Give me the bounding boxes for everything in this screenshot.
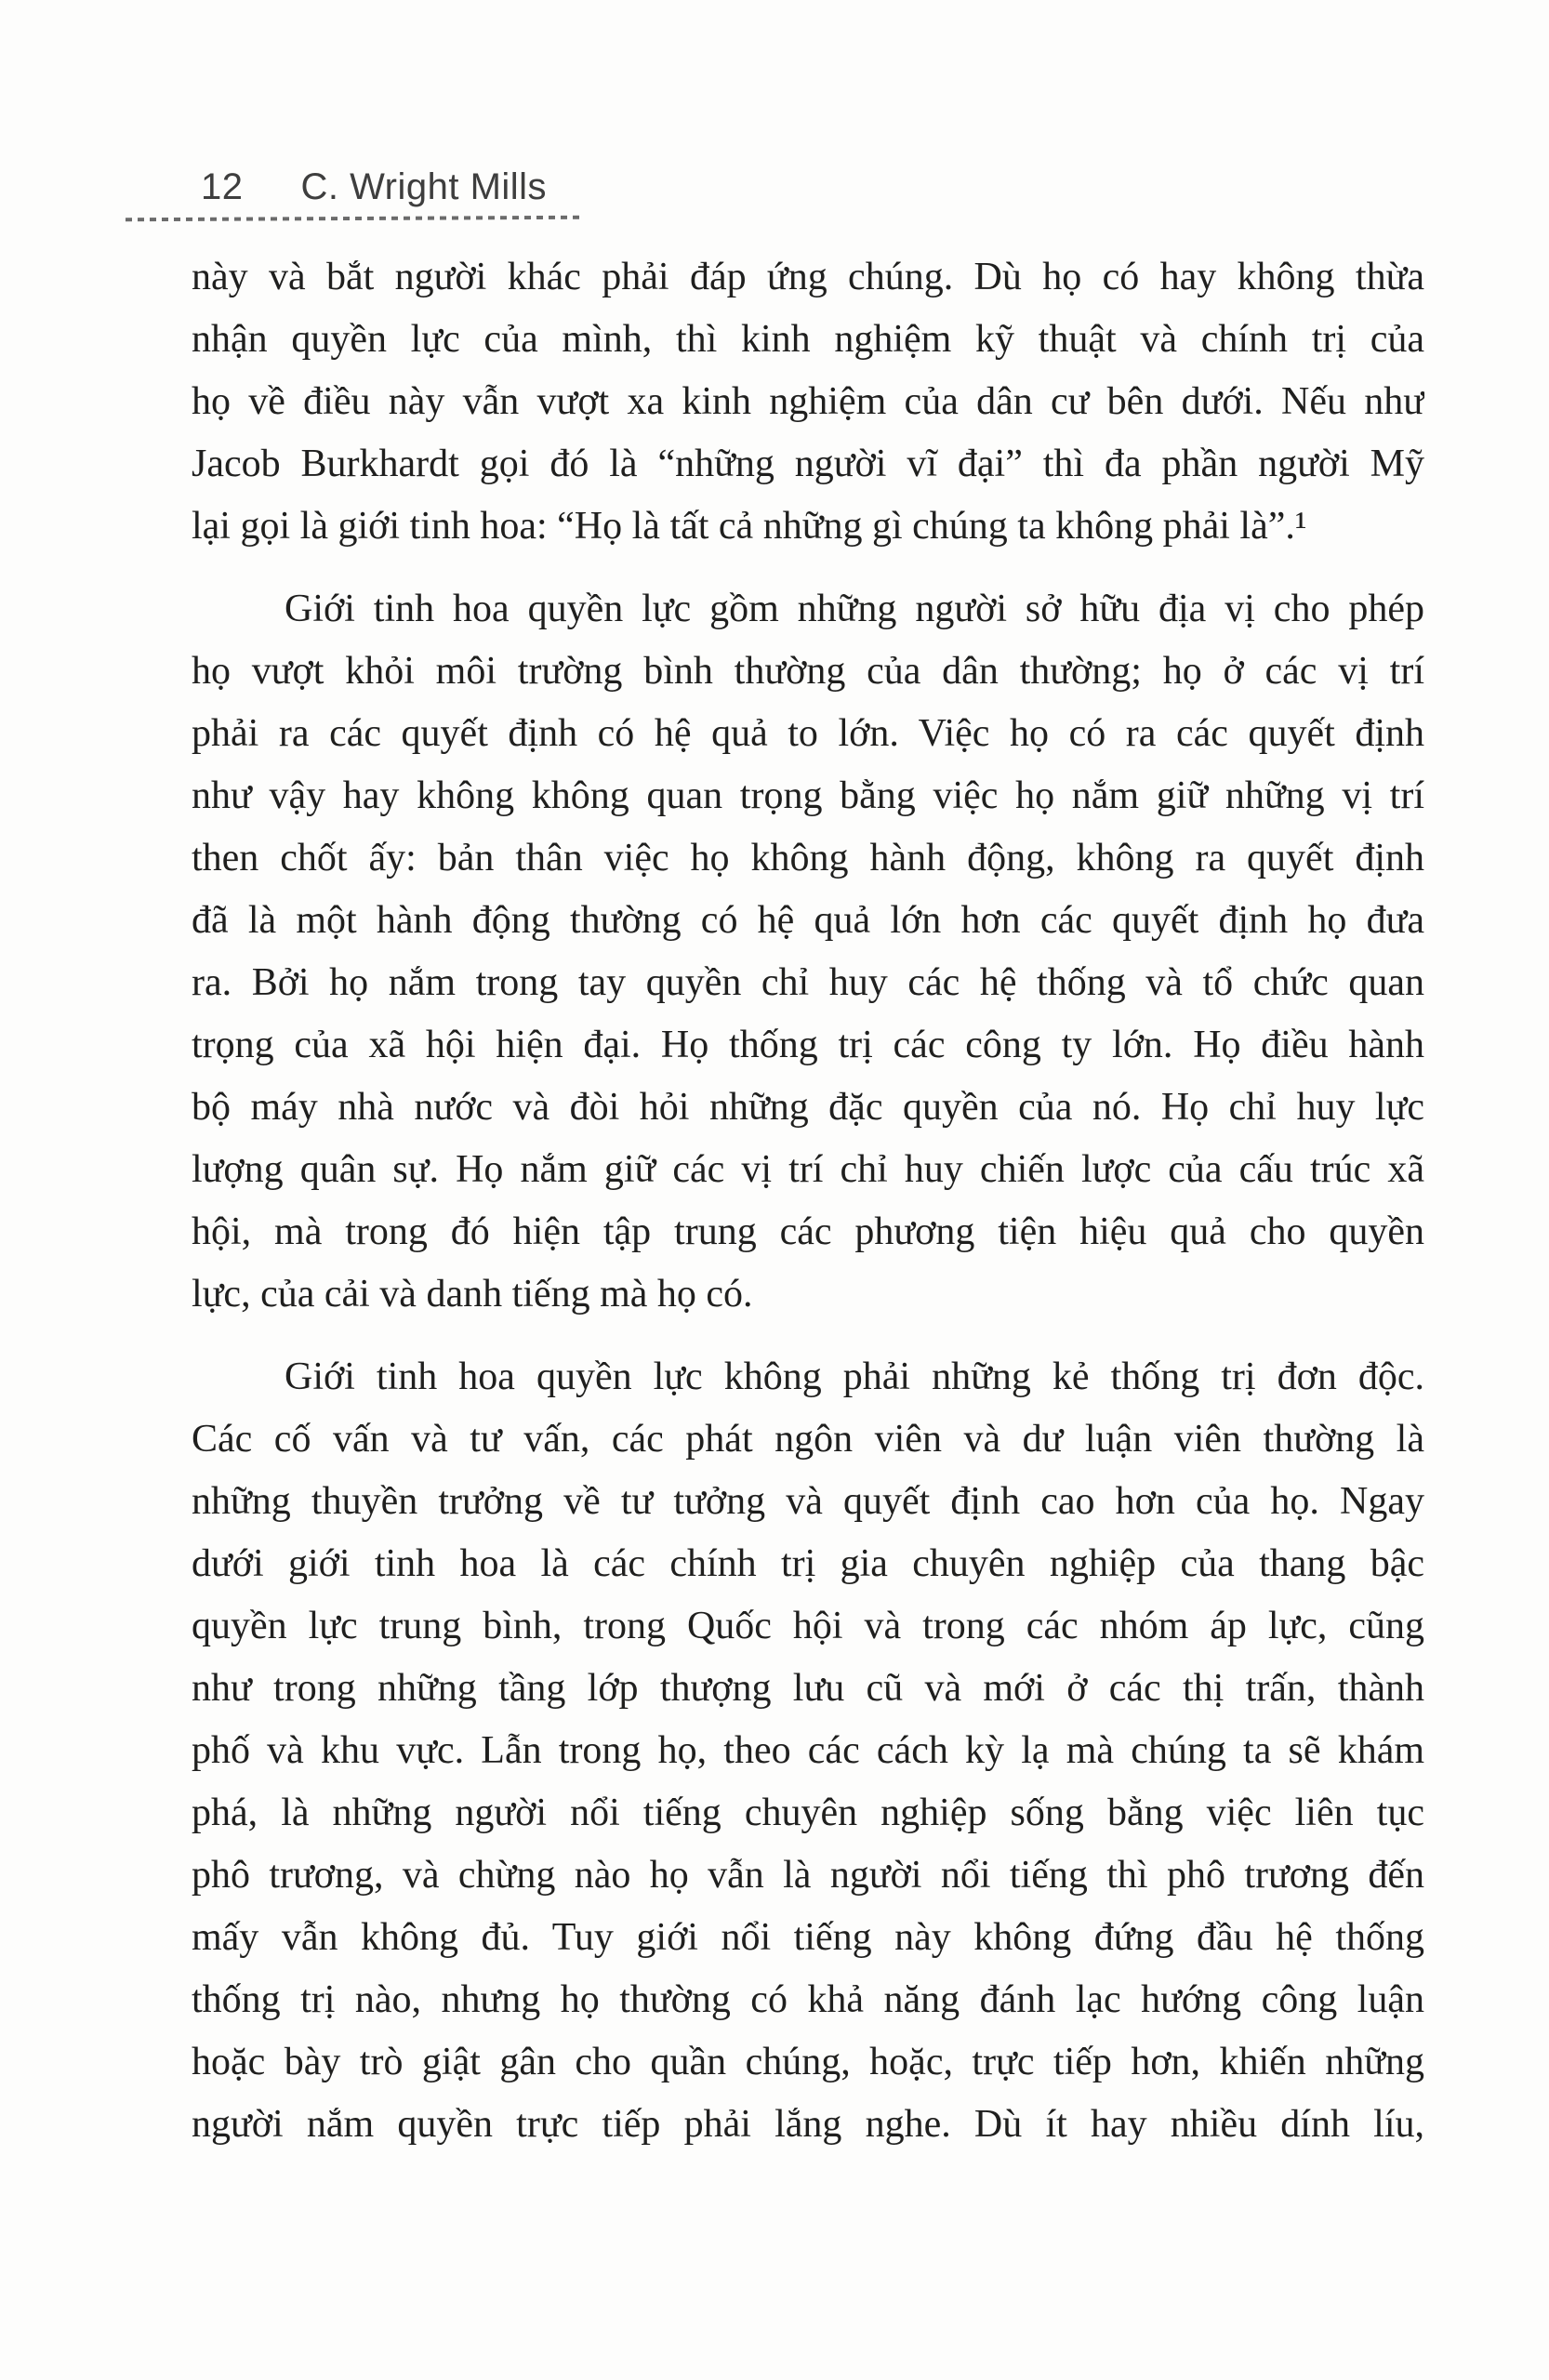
text-line: dưới giới tinh hoa là các chính trị gia chuyên nghiệp của thang bậc [192,1542,1424,1585]
text-line: họ vượt khỏi môi trường bình thường của dân thường; họ ở các vị trí [192,650,1424,693]
running-title: C. Wright Mills [300,166,548,207]
paragraph [192,246,1424,558]
paragraph [192,1346,1424,2156]
text-line: ra. Bởi họ nắm trong tay quyền chỉ huy các hệ thống và tổ chức quan [192,961,1424,1004]
text-line: hoặc bày trò giật gân cho quần chúng, hoặc, trực tiếp hơn, khiến những [192,2041,1424,2083]
text-line: này và bắt người khác phải đáp ứng chúng. Dù họ có hay không thừa [192,256,1424,298]
text-line: hội, mà trong đó hiện tập trung các phương tiện hiệu quả cho quyền [192,1210,1424,1253]
text-line: Jacob Burkhardt gọi đó là “những người vĩ đại” thì đa phần người Mỹ [192,443,1424,485]
text-body [192,246,1424,2156]
text-line: phố và khu vực. Lẫn trong họ, theo các cách kỳ lạ mà chúng ta sẽ khám [192,1729,1424,1772]
text-line: phô trương, và chừng nào họ vẫn là người nổi tiếng thì phô trương đến [192,1854,1424,1897]
text-line: phải ra các quyết định có hệ quả to lớn. Việc họ có ra các quyết định [192,712,1424,755]
page-number: 12 [201,166,244,207]
text-line: nhận quyền lực của mình, thì kinh nghiệm kỹ thuật và chính trị của [192,318,1424,361]
text-line: như trong những tầng lớp thượng lưu cũ và mới ở các thị trấn, thành [192,1667,1424,1710]
text-line: quyền lực trung bình, trong Quốc hội và trong các nhóm áp lực, cũng [192,1605,1424,1647]
text-line: người nắm quyền trực tiếp phải lắng nghe. Dù ít hay nhiều dính líu, [192,2103,1424,2146]
text-line: họ về điều này vẫn vượt xa kinh nghiệm của dân cư bên dưới. Nếu như [192,380,1424,423]
text-line: Các cố vấn và tư vấn, các phát ngôn viên và dư luận viên thường là [192,1418,1424,1461]
text-line: phá, là những người nổi tiếng chuyên nghiệp sống bằng việc liên tục [192,1792,1424,1834]
header-rule [126,216,583,222]
text-line: đã là một hành động thường có hệ quả lớn hơn các quyết định họ đưa [192,899,1424,942]
paragraph [192,578,1424,1326]
text-line: lượng quân sự. Họ nắm giữ các vị trí chỉ huy chiến lược của cấu trúc xã [192,1148,1424,1191]
text-line: thống trị nào, nhưng họ thường có khả năng đánh lạc hướng công luận [192,1978,1424,2021]
text-line: trọng của xã hội hiện đại. Họ thống trị các công ty lớn. Họ điều hành [192,1024,1424,1066]
text-line: lực, của cải và danh tiếng mà họ có. [192,1273,753,1316]
page-header [201,166,547,207]
text-line: như vậy hay không không quan trọng bằng việc họ nắm giữ những vị trí [192,774,1424,817]
text-line: Giới tinh hoa quyền lực không phải những kẻ thống trị đơn độc. [285,1355,1424,1398]
text-line: Giới tinh hoa quyền lực gồm những người sở hữu địa vị cho phép [285,588,1424,630]
text-line: lại gọi là giới tinh hoa: “Họ là tất cả những gì chúng ta không phải là”.¹ [192,505,1307,548]
text-line: bộ máy nhà nước và đòi hỏi những đặc quyền của nó. Họ chỉ huy lực [192,1086,1424,1129]
text-line: những thuyền trưởng về tư tưởng và quyết định cao hơn của họ. Ngay [192,1480,1424,1523]
text-line: mấy vẫn không đủ. Tuy giới nổi tiếng này không đứng đầu hệ thống [192,1916,1424,1959]
text-line: then chốt ấy: bản thân việc họ không hành động, không ra quyết định [192,837,1424,879]
